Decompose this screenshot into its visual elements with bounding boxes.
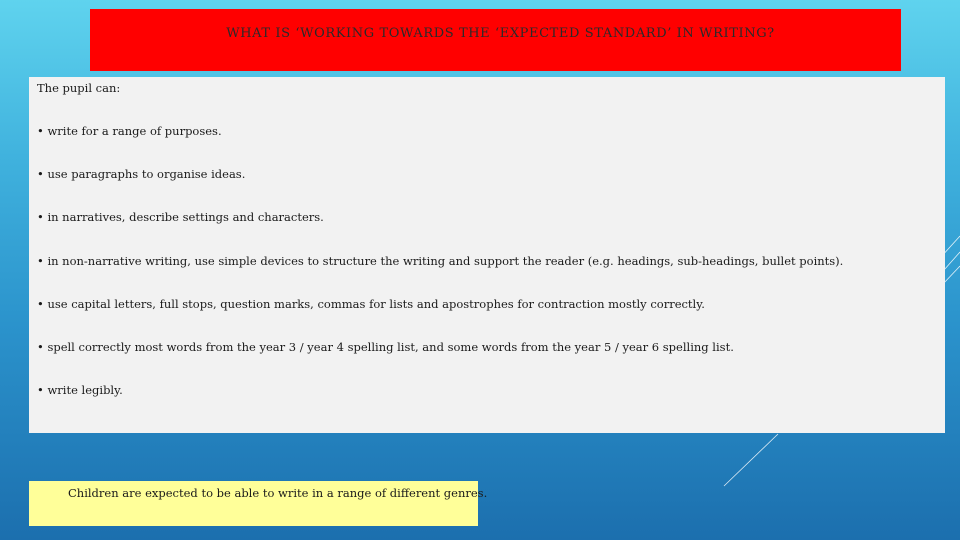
page-title: WHAT IS ‘WORKING TOWARDS THE ‘EXPECTED STANDARD’ IN WRITING?	[226, 26, 775, 41]
bullet-item: • in narratives, describe settings and characters.	[37, 210, 324, 224]
decorative-line	[944, 252, 960, 270]
note-text: Children are expected to be able to write in a range of different genres.	[68, 486, 488, 500]
bullet-item: • spell correctly most words from the year 3 / year 4 spelling list, and some words from the year 5 / year 6 spelling list.	[37, 340, 734, 354]
bullet-item: • in non-narrative writing, use simple devices to structure the writing and support the reader (e.g. headings, sub-headings, bullet points).	[37, 254, 844, 268]
bullet-item: • use capital letters, full stops, question marks, commas for lists and apostrophes for contraction mostly correctly.	[37, 297, 705, 311]
bullet-item: • write for a range of purposes.	[37, 124, 222, 138]
decorative-line	[724, 434, 778, 486]
bullet-item: • use paragraphs to organise ideas.	[37, 167, 246, 181]
note-panel	[29, 481, 488, 526]
title-banner	[90, 9, 901, 71]
content-panel	[29, 77, 945, 433]
bullet-item: • write legibly.	[37, 383, 123, 397]
intro-text: The pupil can:	[37, 81, 121, 95]
